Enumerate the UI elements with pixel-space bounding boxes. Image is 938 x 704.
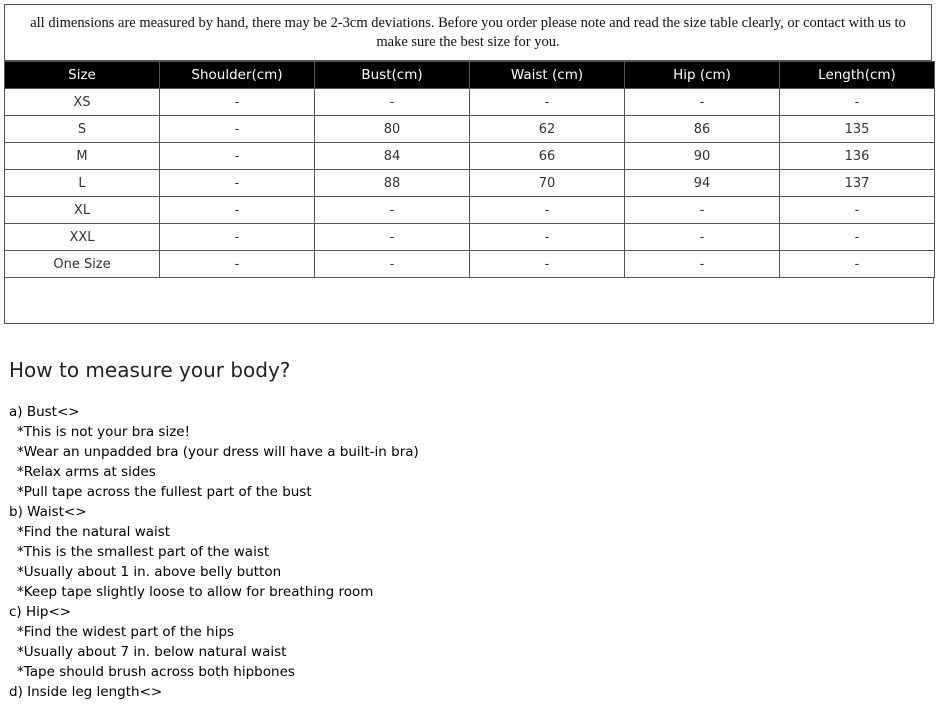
table-cell: L bbox=[5, 170, 160, 197]
table-cell: - bbox=[315, 224, 470, 251]
guide-section-waist bbox=[9, 502, 909, 602]
tip-item: *Keep tape slightly loose to allow for breathing room bbox=[17, 584, 374, 600]
table-cell: 88 bbox=[315, 170, 470, 197]
table-cell: 136 bbox=[780, 143, 935, 170]
section-heading: b) Waist<> bbox=[9, 504, 87, 520]
table-row bbox=[5, 143, 935, 170]
table-cell: 84 bbox=[315, 143, 470, 170]
header-hip: Hip (cm) bbox=[625, 62, 780, 89]
table-cell: 80 bbox=[315, 116, 470, 143]
table-row bbox=[5, 197, 935, 224]
table-cell: - bbox=[625, 89, 780, 116]
table-cell: - bbox=[160, 197, 315, 224]
table-cell: - bbox=[625, 251, 780, 278]
table-cell: - bbox=[315, 251, 470, 278]
tip-item: *This is the smallest part of the waist bbox=[17, 544, 270, 560]
tip-item: *Find the natural waist bbox=[17, 524, 171, 540]
table-cell: - bbox=[160, 251, 315, 278]
table-row bbox=[5, 224, 935, 251]
table-cell: - bbox=[470, 89, 625, 116]
measurement-notice: all dimensions are measured by hand, there may be 2-3cm deviations. Before you order please note and read the size table clearly, or contact with us to make sure the best size for you. bbox=[4, 4, 932, 61]
table-cell: One Size bbox=[5, 251, 160, 278]
tip-item: *This is not your bra size! bbox=[17, 424, 191, 440]
guide-title: How to measure your body? bbox=[9, 358, 291, 382]
size-table bbox=[4, 61, 935, 278]
table-cell: 70 bbox=[470, 170, 625, 197]
tip-item: *Find the widest part of the hips bbox=[17, 624, 235, 640]
tip-item: *Relax arms at sides bbox=[17, 464, 156, 480]
table-cell: XXL bbox=[5, 224, 160, 251]
table-cell: - bbox=[470, 224, 625, 251]
table-row bbox=[5, 170, 935, 197]
table-cell: - bbox=[470, 197, 625, 224]
tip-list bbox=[9, 422, 909, 502]
table-cell: 86 bbox=[625, 116, 780, 143]
guide-section-hip bbox=[9, 602, 909, 682]
table-cell: 94 bbox=[625, 170, 780, 197]
table-cell: 66 bbox=[470, 143, 625, 170]
table-cell: XL bbox=[5, 197, 160, 224]
tip-item: *Usually about 1 in. above belly button bbox=[17, 564, 282, 580]
tip-item: *Usually about 7 in. below natural waist bbox=[17, 644, 287, 660]
table-cell: - bbox=[160, 116, 315, 143]
table-cell: - bbox=[160, 170, 315, 197]
table-cell: - bbox=[315, 89, 470, 116]
header-length: Length(cm) bbox=[780, 62, 935, 89]
table-cell: - bbox=[315, 197, 470, 224]
table-row bbox=[5, 116, 935, 143]
table-cell: 137 bbox=[780, 170, 935, 197]
table-cell: - bbox=[470, 251, 625, 278]
table-cell: XS bbox=[5, 89, 160, 116]
section-heading: c) Hip<> bbox=[9, 604, 72, 620]
guide-section-bust bbox=[9, 402, 909, 502]
table-cell: - bbox=[625, 197, 780, 224]
table-cell: - bbox=[160, 89, 315, 116]
guide-section-inside-leg bbox=[9, 682, 909, 702]
table-cell: - bbox=[780, 251, 935, 278]
table-cell: - bbox=[160, 224, 315, 251]
table-row bbox=[5, 89, 935, 116]
table-cell: - bbox=[780, 197, 935, 224]
table-cell: - bbox=[780, 89, 935, 116]
header-size: Size bbox=[5, 62, 160, 89]
header-shoulder: Shoulder(cm) bbox=[160, 62, 315, 89]
header-waist: Waist (cm) bbox=[470, 62, 625, 89]
table-header-row bbox=[5, 62, 935, 89]
tip-item: *Wear an unpadded bra (your dress will have a built-in bra) bbox=[17, 444, 419, 460]
table-cell: M bbox=[5, 143, 160, 170]
tip-item: *Pull tape across the fullest part of the bust bbox=[17, 484, 312, 500]
table-cell: - bbox=[160, 143, 315, 170]
table-footer-spacer bbox=[4, 277, 934, 324]
tip-item: *Tape should brush across both hipbones bbox=[17, 664, 295, 680]
tip-list bbox=[9, 522, 909, 602]
table-cell: 90 bbox=[625, 143, 780, 170]
table-cell: 135 bbox=[780, 116, 935, 143]
section-heading: a) Bust<> bbox=[9, 404, 80, 420]
table-cell: - bbox=[625, 224, 780, 251]
table-row bbox=[5, 251, 935, 278]
tip-list bbox=[9, 622, 909, 682]
section-heading: d) Inside leg length<> bbox=[9, 684, 163, 700]
header-bust: Bust(cm) bbox=[315, 62, 470, 89]
measurement-guide bbox=[9, 402, 909, 702]
table-cell: S bbox=[5, 116, 160, 143]
table-cell: - bbox=[780, 224, 935, 251]
table-cell: 62 bbox=[470, 116, 625, 143]
